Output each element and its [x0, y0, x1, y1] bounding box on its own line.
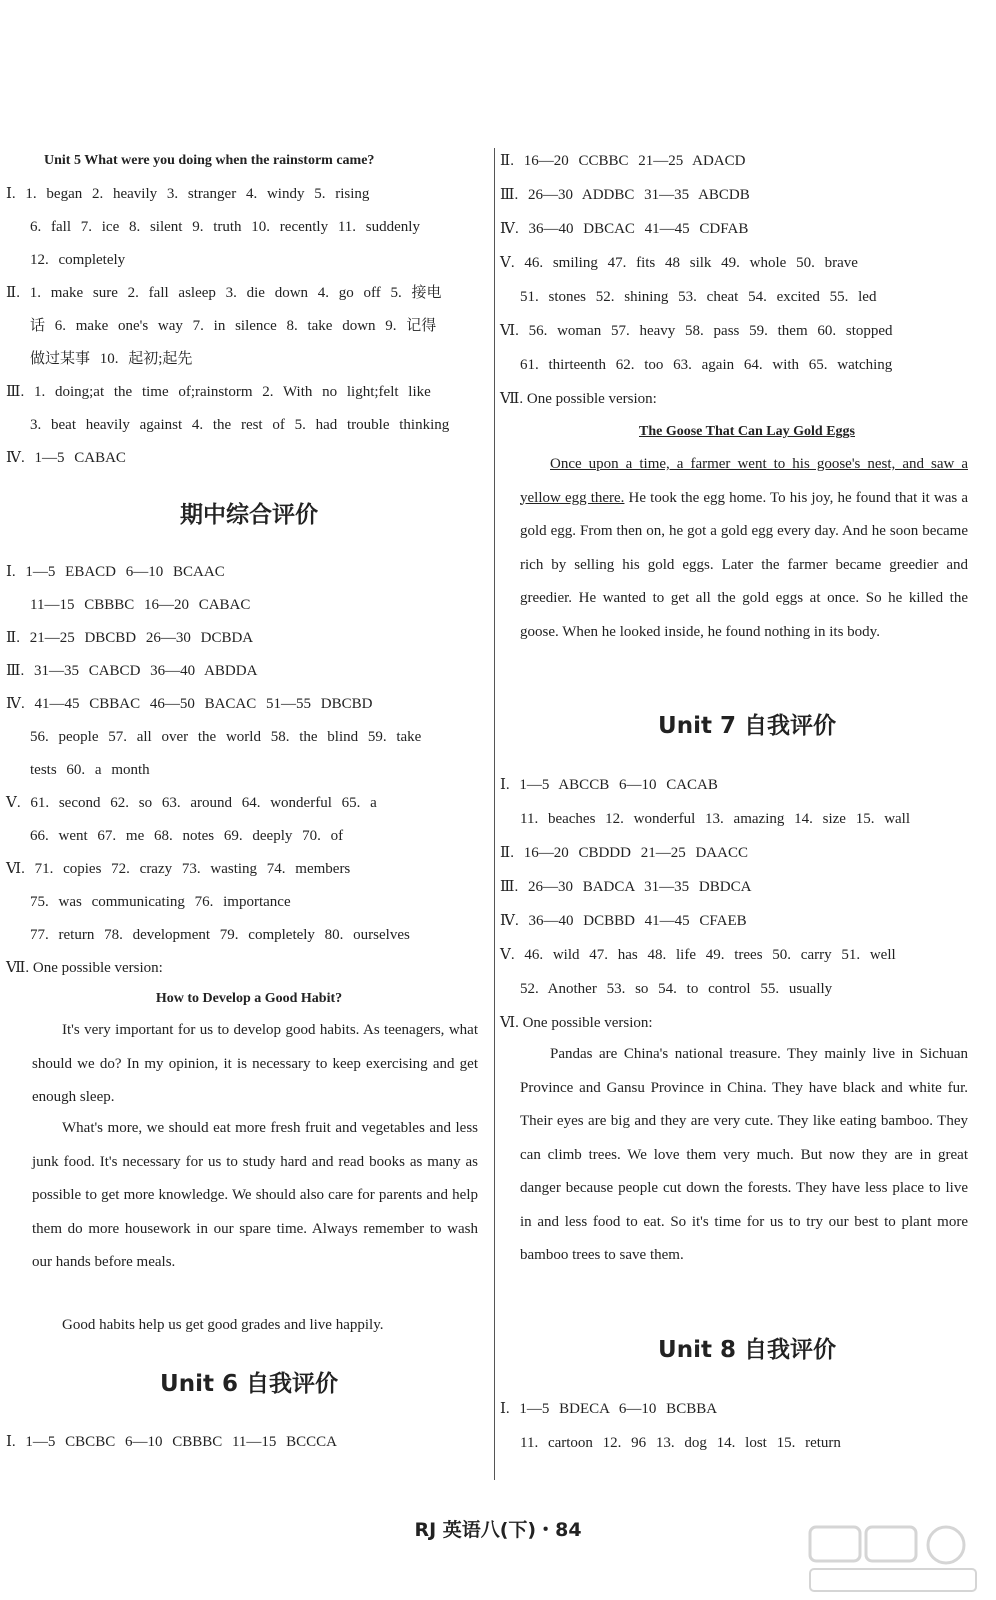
answer-line: 3. beat heavily against 4. the rest of 5. had trouble thinking — [30, 417, 450, 433]
answer-line: Ⅵ. One possible version: — [500, 1015, 653, 1031]
midterm-title: 期中综合评价 — [180, 502, 318, 528]
answer-line: Ⅰ. 1—5 BDECA 6—10 BCBBA — [500, 1401, 718, 1417]
answer-line: Ⅱ. 16—20 CCBBC 21—25 ADACD — [500, 153, 746, 169]
answer-line: 6. fall 7. ice 8. silent 9. truth 10. recently 11. suddenly — [30, 219, 420, 235]
column-divider — [494, 148, 495, 1480]
unit5-title: Unit 5 What were you doing when the rainstorm came? — [44, 153, 375, 168]
answer-line: Ⅵ. 71. copies 72. crazy 73. wasting 74. members — [6, 861, 351, 877]
answer-line: 话 6. make one's way 7. in silence 8. take down 9. 记得 — [30, 318, 437, 334]
essay-paragraph: Good habits help us get good grades and live happily. — [62, 1317, 384, 1333]
answer-line: Ⅲ. 26—30 ADDBC 31—35 ABCDB — [500, 187, 750, 203]
answer-line: Ⅶ. One possible version: — [6, 960, 163, 976]
answer-line: Ⅰ. 1—5 ABCCB 6—10 CACAB — [500, 777, 718, 793]
answer-line: Ⅳ. 1—5 CABAC — [6, 450, 126, 466]
answer-line: Ⅱ. 16—20 CBDDD 21—25 DAACC — [500, 845, 748, 861]
answer-line: 52. Another 53. so 54. to control 55. usually — [520, 981, 833, 997]
answer-line: 12. completely — [30, 252, 126, 268]
answer-line: Ⅶ. One possible version: — [500, 391, 657, 407]
answer-line: Ⅴ. 61. second 62. so 63. around 64. wonderful 65. a — [6, 795, 377, 811]
goose-story-paragraph: Once upon a time, a farmer went to his goose's nest, and saw a yellow egg there. He took the egg home. To his joy, he found that it was a gold egg. From then on, he got a gold egg every day. And he soon became rich by selling his gold eggs. Later the farmer became greedier and greedier. He wanted to get all the gold eggs at once. So he killed the goose. When he looked inside, he found nothing in its body. — [520, 456, 968, 640]
unit6-title: Unit 6 自我评价 — [160, 1371, 338, 1397]
answer-line: 做过某事 10. 起初;起先 — [30, 351, 193, 367]
essay-paragraph: What's more, we should eat more fresh fruit and vegetables and less junk food. It's necessary for us to study hard and read books as many as possible to get more knowledge. We should also care for parents and help them do more housework in our spare time. Always remember to wash our hands before meals. — [32, 1120, 478, 1270]
answer-line: 56. people 57. all over the world 58. the blind 59. take — [30, 729, 422, 745]
essay-paragraph: It's very important for us to develop good habits. As teenagers, what should we do? In my opinion, it is necessary to keep exercising and get enough sleep. — [32, 1022, 478, 1105]
answer-line: Ⅳ. 41—45 CBBAC 46—50 BACAC 51—55 DBCBD — [6, 696, 373, 712]
page-footer: RJ 英语八(下)・84 — [414, 1519, 582, 1541]
answer-line: Ⅰ. 1—5 EBACD 6—10 BCAAC — [6, 564, 225, 580]
answer-line: 77. return 78. development 79. completely 80. ourselves — [30, 927, 410, 943]
answer-line: 61. thirteenth 62. too 63. again 64. with 65. watching — [520, 357, 893, 373]
answer-line: 51. stones 52. shining 53. cheat 54. excited 55. led — [520, 289, 877, 305]
answer-line: 66. went 67. me 68. notes 69. deeply 70. of — [30, 828, 344, 844]
answer-line: Ⅳ. 36—40 DCBBD 41—45 CFAEB — [500, 913, 747, 929]
answer-line: Ⅵ. 56. woman 57. heavy 58. pass 59. them 60. stopped — [500, 323, 893, 339]
answer-line: Ⅴ. 46. wild 47. has 48. life 49. trees 50. carry 51. well — [500, 947, 896, 963]
answer-line: 11. beaches 12. wonderful 13. amazing 14. size 15. wall — [520, 811, 911, 827]
answer-line: Ⅰ. 1—5 CBCBC 6—10 CBBBC 11—15 BCCCA — [6, 1434, 338, 1450]
panda-paragraph: Pandas are China's national treasure. They mainly live in Sichuan Province and Gansu Province in China. They have black and white fur. Their eyes are big and they are very cute. They like eating bamboo. They can climb trees. We love them very much. But now they are in great danger because people cut down the forests. They have less place to live in and less food to eat. So it's time for us to try our best to plant more bamboo trees to save them. — [520, 1046, 968, 1263]
watermark-logo-icon — [808, 1525, 978, 1595]
answer-line: 11—15 CBBBC 16—20 CABAC — [30, 597, 251, 613]
answer-line: Ⅳ. 36—40 DBCAC 41—45 CDFAB — [500, 221, 749, 237]
answer-line: Ⅰ. 1. began 2. heavily 3. stranger 4. windy 5. rising — [6, 186, 370, 202]
unit7-title: Unit 7 自我评价 — [658, 713, 836, 739]
answer-line: Ⅱ. 1. make sure 2. fall asleep 3. die down 4. go off 5. 接电 — [6, 285, 442, 301]
essay-title: How to Develop a Good Habit? — [155, 991, 343, 1006]
answer-line: Ⅲ. 31—35 CABCD 36—40 ABDDA — [6, 663, 258, 679]
answer-line: 11. cartoon 12. 96 13. dog 14. lost 15. return — [520, 1435, 841, 1451]
answer-line: Ⅱ. 21—25 DBCBD 26—30 DCBDA — [6, 630, 254, 646]
answer-line: Ⅲ. 1. doing;at the time of;rainstorm 2. With no light;felt like — [6, 384, 431, 400]
answer-line: Ⅴ. 46. smiling 47. fits 48 silk 49. whole 50. brave — [500, 255, 858, 271]
unit8-title: Unit 8 自我评价 — [658, 1337, 836, 1363]
answer-line: Ⅲ. 26—30 BADCA 31—35 DBDCA — [500, 879, 752, 895]
answer-line: tests 60. a month — [30, 762, 150, 778]
goose-story-title: The Goose That Can Lay Gold Eggs — [638, 424, 855, 439]
answer-line: 75. was communicating 76. importance — [30, 894, 291, 910]
